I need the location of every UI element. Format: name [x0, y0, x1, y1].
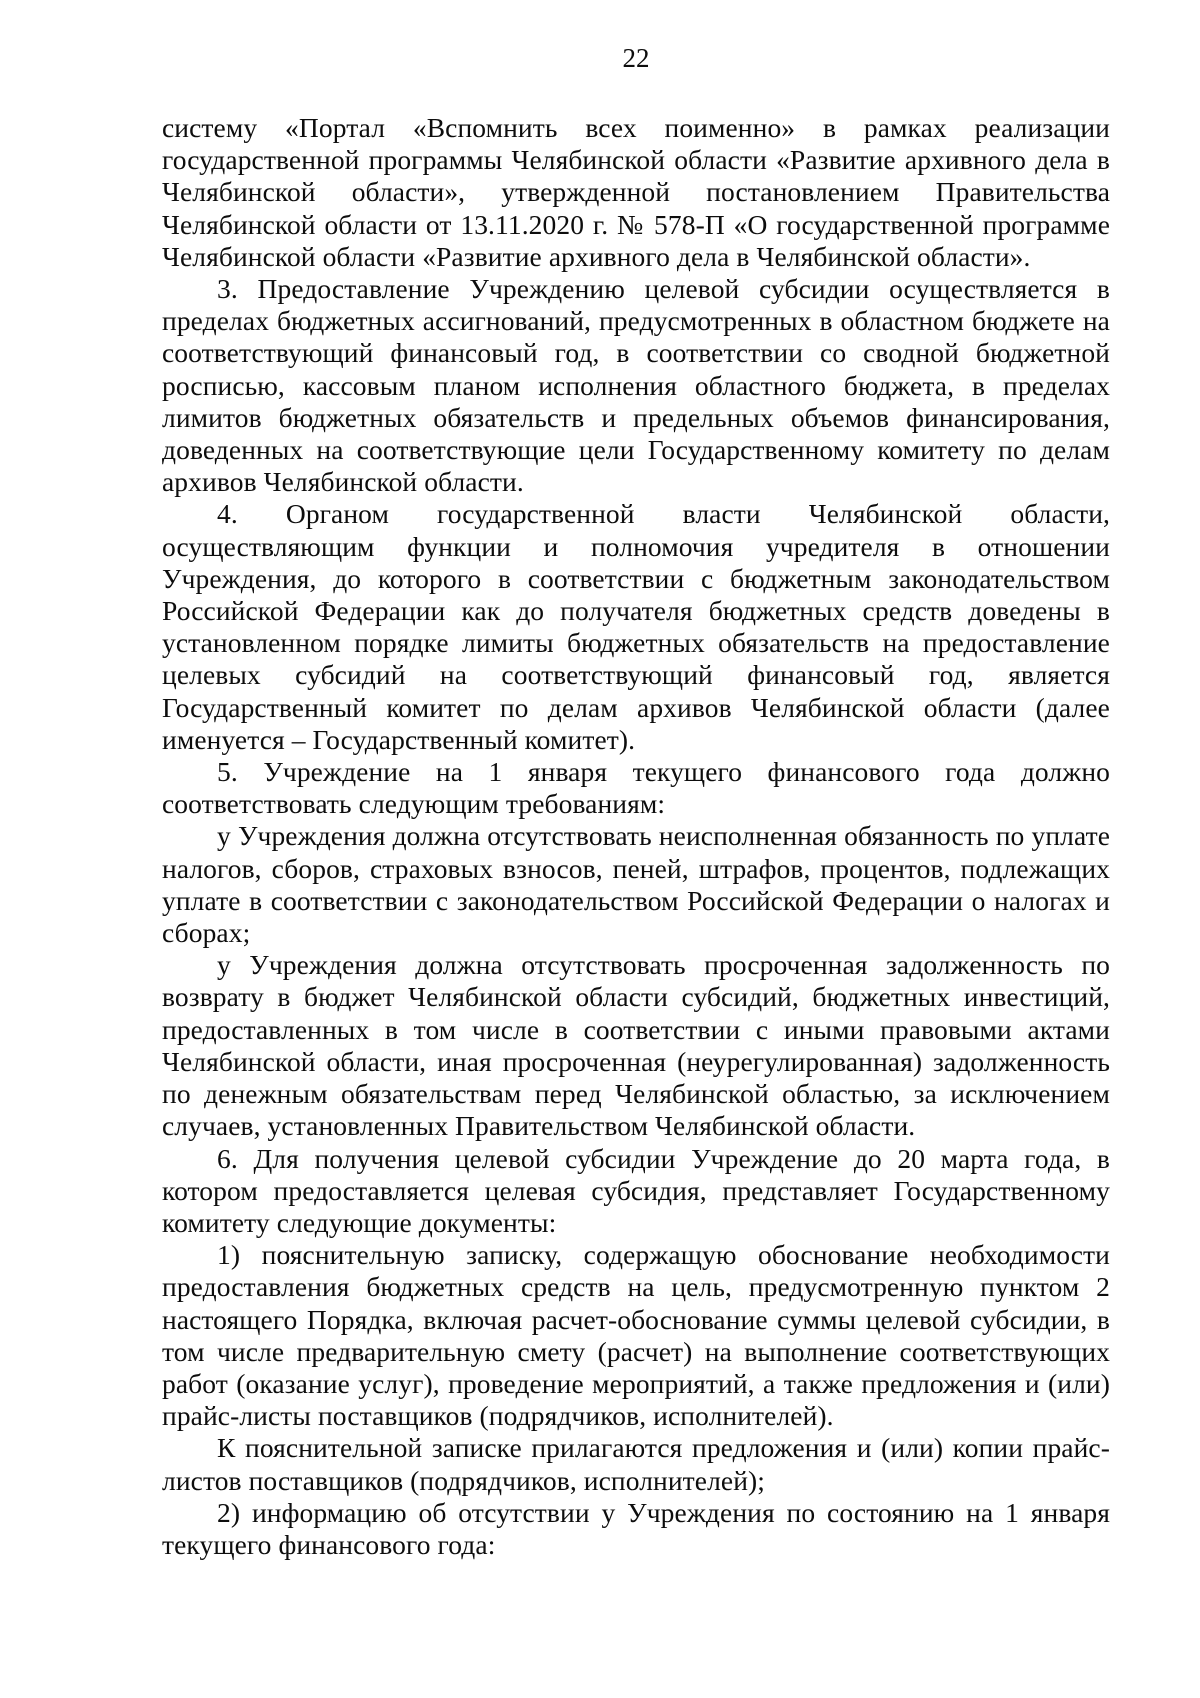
clause-5-requirement-taxes: у Учреждения должна отсутствовать неисполненная обязанность по уплате налогов, сборов, страховых взносов, пеней, штрафов, процентов, подлежащих уплате в соответствии с законодательством Российской Федерации о налогах и сборах;	[162, 820, 1110, 949]
clause-6: 6. Для получения целевой субсидии Учреждение до 20 марта года, в котором предоставляется целевая субсидия, представляет Государственному комитету следующие документы:	[162, 1142, 1110, 1238]
clause-5-requirement-debt: у Учреждения должна отсутствовать просроченная задолженность по возврату в бюджет Челябинской области субсидий, бюджетных инвестиций, предоставленных в том числе в соответствии с иными правовыми актами Челябинской области, иная просроченная (неурегулированная) задолженность по денежным обязательствам перед Челябинской областью, за исключением случаев, установленных Правительством Челябинской области.	[162, 949, 1110, 1142]
clause-3: 3. Предоставление Учреждению целевой субсидии осуществляется в пределах бюджетных ассигнований, предусмотренных в областном бюджете на соответствующий финансовый год, в соответствии со сводной бюджетной росписью, кассовым планом исполнения областного бюджета, в пределах лимитов бюджетных обязательств и предельных объемов финансирования, доведенных на соответствующие цели Государственному комитету по делам архивов Челябинской области.	[162, 273, 1110, 498]
clause-6-subitem-1-appendix: К пояснительной записке прилагаются предложения и (или) копии прайс-листов поставщиков (подрядчиков, исполнителей);	[162, 1432, 1110, 1496]
paragraph-continuation: систему «Портал «Вспомнить всех поименно» в рамках реализации государственной программы Челябинской области «Развитие архивного дела в Челябинской области», утвержденной постановлением Правительства Челябинской области от 13.11.2020 г. № 578-П «О государственной программе Челябинской области «Развитие архивного дела в Челябинской области».	[162, 112, 1110, 272]
document-body	[162, 112, 1110, 1561]
clause-5: 5. Учреждение на 1 января текущего финансового года должно соответствовать следующим требованиям:	[162, 756, 1110, 820]
page-number: 22	[622, 43, 650, 73]
clause-4: 4. Органом государственной власти Челябинской области, осуществляющим функции и полномочия учредителя в отношении Учреждения, до которого в соответствии с бюджетным законодательством Российской Федерации как до получателя бюджетных средств доведены в установленном порядке лимиты бюджетных обязательств на предоставление целевых субсидий на соответствующий финансовый год, является Государственный комитет по делам архивов Челябинской области (далее именуется – Государственный комитет).	[162, 498, 1110, 755]
clause-6-subitem-2: 2) информацию об отсутствии у Учреждения по состоянию на 1 января текущего финансового года:	[162, 1496, 1110, 1560]
clause-6-subitem-1: 1) пояснительную записку, содержащую обоснование необходимости предоставления бюджетных средств на цель, предусмотренную пунктом 2 настоящего Порядка, включая расчет-обоснование суммы целевой субсидии, в том числе предварительную смету (расчет) на выполнение соответствующих работ (оказание услуг), проведение мероприятий, а также предложения и (или) прайс-листы поставщиков (подрядчиков, исполнителей).	[162, 1239, 1110, 1432]
